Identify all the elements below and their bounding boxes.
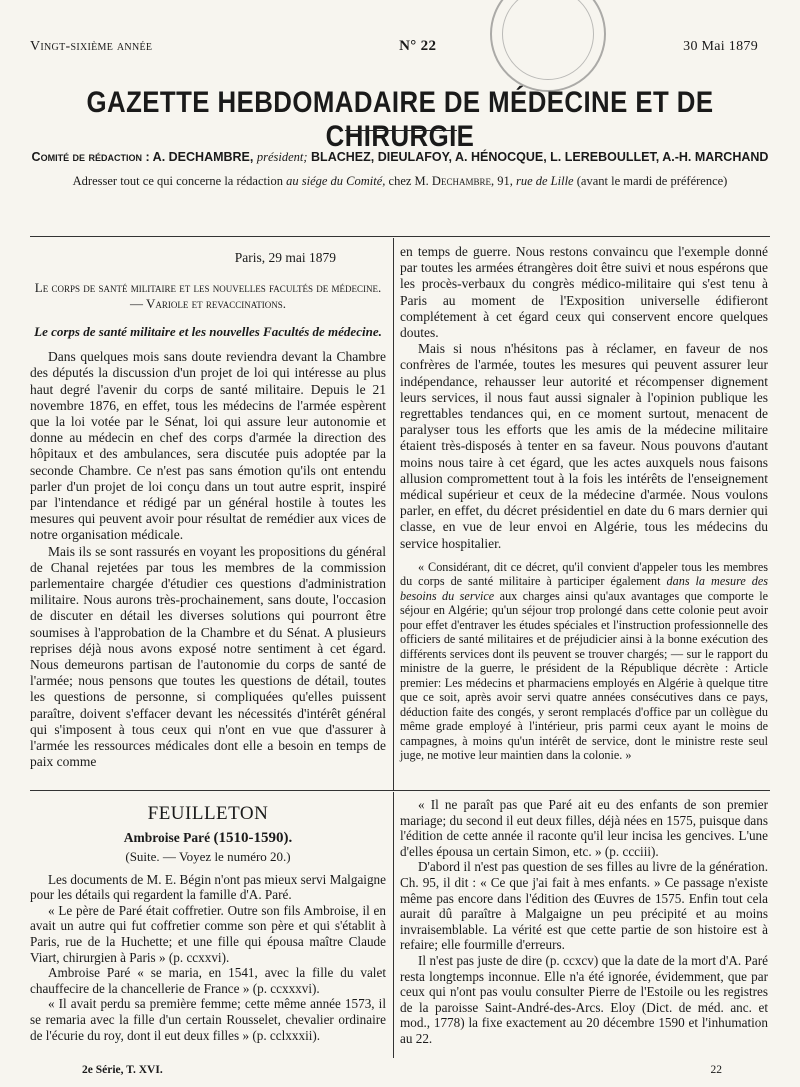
feuilleton-paragraph: Les documents de M. E. Bégin n'ont pas mieux servi Malgaigne pour les détails qui regardent la famille d'A. Paré. bbox=[30, 871, 386, 903]
feuilleton-paragraph: Ambroise Paré « se maria, en 1541, avec la fille du valet chauffecire de la chancellerie de France » (p. ccxxxvi). bbox=[30, 965, 386, 996]
feuilleton-years: (1510-1590). bbox=[213, 830, 293, 847]
column-divider bbox=[393, 792, 394, 1058]
editorial-committee bbox=[20, 150, 780, 165]
page-number: 22 bbox=[710, 1064, 722, 1076]
feuilleton-continuation: (Suite. — Voyez le numéro 20.) bbox=[125, 849, 291, 865]
decree-quote bbox=[400, 560, 768, 763]
article-paragraph: en temps de guerre. Nous restons convaincu que l'exemple donné par toutes les armées étrangères doit être suivi et nous espérons que les procès-verbaux du congrès médico-militaire qui s'est tenu à Paris au moment de l'Exposition universelle édifieront complétement à cet égard ceux qui conservent encore quelques doutes. bbox=[400, 244, 768, 341]
series-volume: 2e Série, T. XVI. bbox=[82, 1064, 163, 1076]
address-place: au siége du Comité, bbox=[286, 174, 386, 188]
header-line bbox=[30, 38, 758, 55]
issue-date: 30 Mai 1879 bbox=[683, 39, 758, 54]
quote-text: « Considérant, dit ce décret, qu'il convient d'appeler tous les membres du corps de santé militaire à participer également bbox=[400, 559, 768, 589]
feuilleton-paragraph: « Le père de Paré était coffretier. Outre son fils Ambroise, il en avait un autre qui fut coffretier comme son père et qui s'établit à Paris, rue de la Huchette; et une fille qui épousa maître Claude Viart, chirurgien à Paris » (p. ccxxvi). bbox=[30, 902, 386, 965]
issue-number: N° 22 bbox=[399, 38, 437, 54]
article-section-title: Le corps de santé militaire et les nouvelles Facultés de médecine. bbox=[34, 324, 382, 340]
editorial-address bbox=[20, 174, 780, 189]
feuilleton-divider bbox=[30, 790, 770, 791]
article-dateline: Paris, 29 mai 1879 bbox=[234, 250, 336, 265]
quote-emphasis: dans la mesure des besoins du service bbox=[400, 574, 768, 603]
address-name: Dechambre, bbox=[431, 174, 495, 188]
committee-president: A. DECHAMBRE, bbox=[152, 150, 254, 164]
committee-members: BLACHEZ, DIEULAFOY, A. HÉNOCQUE, L. LEREBOULLET, A.-H. MARCHAND bbox=[311, 150, 769, 164]
committee-president-role: président; bbox=[256, 150, 308, 164]
address-number: 91, bbox=[497, 174, 513, 188]
address-street: rue de Lille bbox=[515, 174, 574, 188]
header-divider bbox=[30, 236, 770, 237]
article-right-column bbox=[400, 244, 768, 763]
feuilleton-paragraph: « Il avait perdu sa première femme; cette même année 1573, il se remaria avec la fille d'un certain Rousselet, chevalier ordinaire de l'écurie du roy, dont il eut deux filles » (p. cclxxxii). bbox=[30, 996, 386, 1043]
feuilleton-paragraph: « Il ne paraît pas que Paré ait eu des enfants de son premier mariage; du second il eut deux filles, déjà nées en 1575, puisque dans l'édition de cette année il raconte qu'il leur incisa les gencives. L'une d'elles épousa un certain Simon, etc. » (p. ccciii). bbox=[400, 797, 768, 859]
article-paragraph: Dans quelques mois sans doute reviendra devant la Chambre des députés la discussion d'un projet de loi qui intéresse au plus haut degré l'avenir du corps de santé militaire. Depuis le 21 novembre 1876, en effet, tous les médecins de l'armée espèrent que la loi votée par le Sénat, loi qui assure leur autonomie et donne au médecin en chef des corps d'armée la direction des hôpitaux et des ambulances, sera discutée puis adoptée par la seconde Chambre. Ce n'est pas sans émotion qu'ils ont entendu parler d'un projet de loi conçu dans un tout autre esprit, inspiré par l'intendance et rédigé par un général hostile à toutes les mesures qui peuvent avoir pour résultat de remédier aux vices de notre organisation médicale. bbox=[30, 349, 386, 543]
feuilleton-paragraph: D'abord il n'est pas question de ses filles au livre de la génération. Ch. 95, il dit : « Ce que j'ai fait à mes enfants. » Ce passage n'existe même pas encore dans l'édition des Œuvres de 1575. Enfin tout cela aurait dû paraître à Malgaigne un peu précipité et au moins invraisemblable. La vérité est que cette partie de son histoire est à refaire; elle fourmille d'erreurs. bbox=[400, 859, 768, 953]
quote-text: aux charges ainsi qu'aux avantages que comporte le séjour en Algérie; qu'un séjour trop prolongé dans cette colonie peut avoir pour effet d'entraver les études spéciales et l'instruction professionnelle des officiers de santé militaires et de préjudicier ainsi à la bonne exécution des différents services dont ils peuvent se trouver chargés; — sur le rapport du ministre de la guerre, le président de la République décrète : Article premier: Les médecins et pharmaciens employés en Algérie à quelque titre que ce soit, après avoir servi quatre années consécutives dans ce pays, déduction faite des congés, y seront remplacés d'office par un collègue du même grade employé à l'intérieur, pris parmi ceux ayant le moins de campagnes, à moins qu'un intérêt de service, dont le ministre reste seul juge, ne motive leur maintien dans la colonie. » bbox=[400, 588, 768, 763]
feuilleton-paragraph: Il n'est pas juste de dire (p. ccxcv) que la date de la mort d'A. Paré resta longtemps inconnue. Elle n'a été ignorée, évidemment, que par ceux qui n'ont pas voulu consulter Pierre de l'Estoile ou les registres de la paroisse Saint-André-des-Arcs. Eloy (Dict. de méd. anc. et mod., 1778) la fixe exactement au 20 décembre 1590 et l'inhumation au 22. bbox=[400, 952, 768, 1046]
committee-label: Comité de rédaction : bbox=[31, 150, 150, 164]
address-text: chez M. bbox=[388, 174, 429, 188]
feuilleton-title: FEUILLETON bbox=[147, 803, 269, 824]
article-left-column bbox=[30, 240, 386, 770]
article-paragraph: Mais si nous n'hésitons pas à réclamer, en faveur de nos confrères de l'armée, toutes les mesures qui peuvent assurer leur indépendance, rehausser leur autorité et récompenser dignement leurs services, il nous faut aussi signaler à l'opinion publique les regrettables tendances qui, en ce moment surtout, menacent de paralyser tous les efforts que les amis de la médecine militaire étaient très-disposés à tenter en sa faveur. Nous pouvons d'autant moins nous taire à cet égard, que les actes auxquels nous faisons allusion compromettent tout à la fois les intérêts de l'enseignement médical supérieur et ceux de la médecine d'armée. Nous voulons parler, en effet, du décret présidentiel en date du 6 mars dernier qui classe, en vue de leur envoi en Algérie, tous les médecins du service hospitalier. bbox=[400, 341, 768, 551]
column-divider bbox=[393, 238, 394, 790]
article-summary: Le corps de santé militaire et les nouvelles facultés de médecine. — Variole et revaccinations. bbox=[34, 280, 382, 312]
address-text: (avant le mardi de préférence) bbox=[576, 174, 728, 188]
edition-year: Vingt-sixième année bbox=[30, 39, 153, 54]
feuilleton-subject: Ambroise Paré bbox=[123, 830, 211, 846]
address-text: Adresser tout ce qui concerne la rédaction bbox=[72, 174, 283, 188]
feuilleton-subtitle bbox=[30, 830, 386, 846]
feuilleton-left-column bbox=[30, 792, 386, 1043]
masthead-rule bbox=[345, 130, 457, 131]
article-paragraph: Mais ils se sont rassurés en voyant les propositions du général de Chanal rejetées par tous les membres de la commission parlementaire chargée d'étudier ces questions d'administration militaire. Nous aurons très-prochainement, sans doute, l'occasion de discuter en détail les diverses solutions qui pourront être soumises à l'approbation de la Chambre et du Sénat. A plusieurs reprises déjà nous avons exposé notre sentiment à cet égard. Nous demeurons partisan de l'autonomie du corps de santé de l'armée; nous pensons que toutes les questions de détail, toutes les questions de personne, si compliquées qu'elles puissent paraître, doivent s'effacer devant les nécessités d'intérêt général qui s'imposent à tous ceux qui n'ont en vue que d'assurer à l'armée les ressources médicales dont elle a besoin en temps de paix comme bbox=[30, 543, 386, 770]
feuilleton-right-column bbox=[400, 797, 768, 1047]
masthead-title: GAZETTE HEBDOMADAIRE DE MÉDECINE ET DE CHIRURGIE bbox=[86, 86, 714, 153]
